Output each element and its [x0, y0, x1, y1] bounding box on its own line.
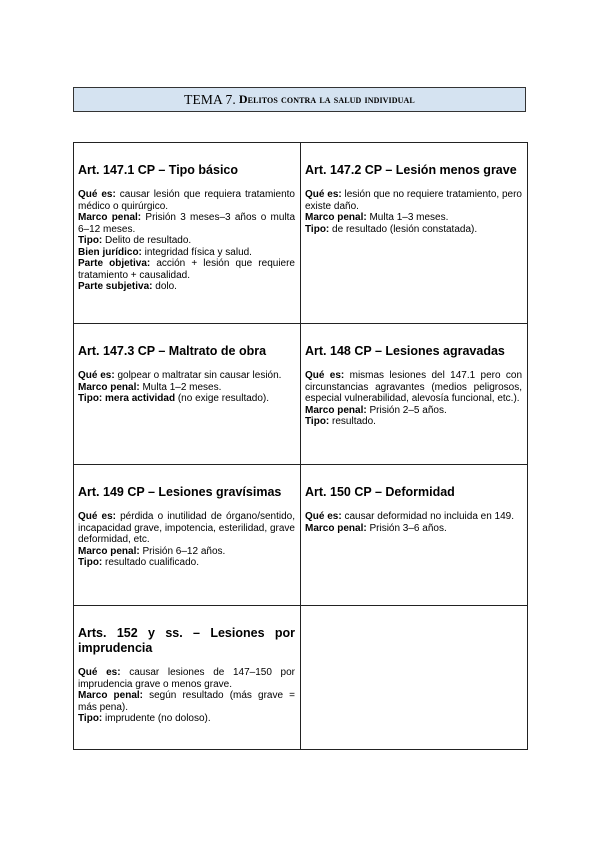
title-subtitle: Delitos contra la salud individual	[238, 92, 415, 106]
value-tipo: (no exige resultado).	[175, 393, 270, 404]
value-tipo: Delito de resultado.	[102, 235, 192, 246]
label-que-es: Qué es:	[78, 511, 117, 522]
card-title: Art. 148 CP – Lesiones agravadas	[305, 344, 505, 358]
label-tipo: Tipo:	[78, 393, 103, 404]
label-tipo: Tipo:	[305, 416, 330, 427]
value-marco-penal: Prisión 3–6 años.	[366, 522, 447, 534]
value-que-es: causar deformidad no incluida en 149.	[341, 511, 515, 522]
articles-table	[73, 142, 528, 750]
card-title: Arts. 152 y ss. – Lesiones por imprudencia	[78, 626, 295, 655]
value-parte-subjetiva: dolo.	[152, 281, 177, 292]
card-art-147-2	[301, 143, 528, 324]
card-body	[78, 189, 295, 293]
label-tipo: Tipo:	[78, 557, 103, 568]
label-marco-penal: Marco penal:	[78, 381, 140, 393]
card-art-149	[74, 465, 301, 606]
card-body	[78, 667, 295, 725]
table-row	[74, 324, 528, 465]
card-body	[305, 511, 522, 534]
value-parte-objetiva: acción + lesión que requiere tratamiento + causalidad.	[78, 258, 295, 281]
label-que-es: Qué es:	[78, 667, 121, 678]
label-marco-penal: Marco penal:	[78, 212, 142, 223]
value-que-es: causar lesiones de 147–150 por imprudencia grave o menos grave.	[78, 667, 295, 690]
value-que-es: mismas lesiones del 147.1 pero con circunstancias agravantes (medios peligrosos, especial vulnerabilidad, alevosía funcional, etc.).	[305, 370, 523, 404]
label-marco-penal: Marco penal:	[305, 404, 367, 416]
label-marco-penal: Marco penal:	[78, 690, 144, 701]
card-art-148	[301, 324, 528, 465]
card-art-147-3	[74, 324, 301, 465]
table-row	[74, 465, 528, 606]
value-marco-penal: Prisión 3 meses–3 años o multa 6–12 meses.	[78, 212, 296, 235]
label-que-es: Qué es:	[78, 189, 116, 200]
value-que-es: golpear o maltratar sin causar lesión.	[114, 370, 282, 381]
label-tipo: Tipo:	[78, 713, 103, 724]
card-art-147-1	[74, 143, 301, 324]
card-title: Art. 147.2 CP – Lesión menos grave	[305, 163, 517, 177]
page-title	[73, 87, 526, 112]
card-body	[305, 189, 522, 235]
value-tipo: resultado.	[329, 416, 376, 427]
value-marco-penal: Prisión 6–12 años.	[139, 545, 226, 557]
label-que-es: Qué es:	[305, 189, 342, 200]
value-tipo-bold: mera actividad	[102, 393, 176, 404]
value-que-es: pérdida o inutilidad de órgano/sentido, incapacidad grave, impotencia, esterilidad, grave deformidad, etc.	[78, 511, 295, 545]
label-marco-penal: Marco penal:	[305, 212, 367, 223]
value-marco-penal: Prisión 2–5 años.	[366, 404, 447, 416]
value-tipo: de resultado (lesión constatada).	[329, 223, 478, 235]
card-title: Art. 147.1 CP – Tipo básico	[78, 163, 239, 177]
label-parte-objetiva: Parte objetiva:	[78, 258, 151, 269]
value-tipo: imprudente (no doloso).	[102, 713, 211, 724]
card-body	[78, 511, 295, 569]
value-que-es: lesión que no requiere tratamiento, pero existe daño.	[305, 189, 522, 212]
card-title: Art. 149 CP – Lesiones gravísimas	[78, 485, 282, 499]
label-que-es: Qué es:	[78, 370, 115, 381]
label-parte-subjetiva: Parte subjetiva:	[78, 281, 153, 292]
card-body	[78, 370, 295, 405]
table-row	[74, 143, 528, 324]
title-main: TEMA 7.	[184, 91, 236, 107]
value-marco-penal: según resultado (más grave = más pena).	[78, 690, 295, 713]
value-que-es: causar lesión que requiera tratamiento médico o quirúrgico.	[78, 189, 295, 212]
label-que-es: Qué es:	[305, 511, 342, 522]
card-art-150	[301, 465, 528, 606]
label-tipo: Tipo:	[78, 235, 103, 246]
label-que-es: Qué es:	[305, 370, 345, 381]
empty-cell	[301, 606, 528, 750]
card-arts-152	[74, 606, 301, 750]
value-marco-penal: Multa 1–3 meses.	[366, 212, 449, 223]
value-bien-juridico: integridad física y salud.	[141, 246, 252, 258]
card-body	[305, 370, 522, 428]
table-row	[74, 606, 528, 750]
label-marco-penal: Marco penal:	[305, 522, 367, 534]
card-title: Art. 147.3 CP – Maltrato de obra	[78, 344, 267, 358]
label-marco-penal: Marco penal:	[78, 545, 140, 557]
value-tipo: resultado cualificado.	[102, 557, 199, 568]
card-title: Art. 150 CP – Deformidad	[305, 485, 455, 499]
label-tipo: Tipo:	[305, 223, 330, 235]
value-marco-penal: Multa 1–2 meses.	[139, 381, 222, 393]
label-bien-juridico: Bien jurídico:	[78, 246, 142, 258]
